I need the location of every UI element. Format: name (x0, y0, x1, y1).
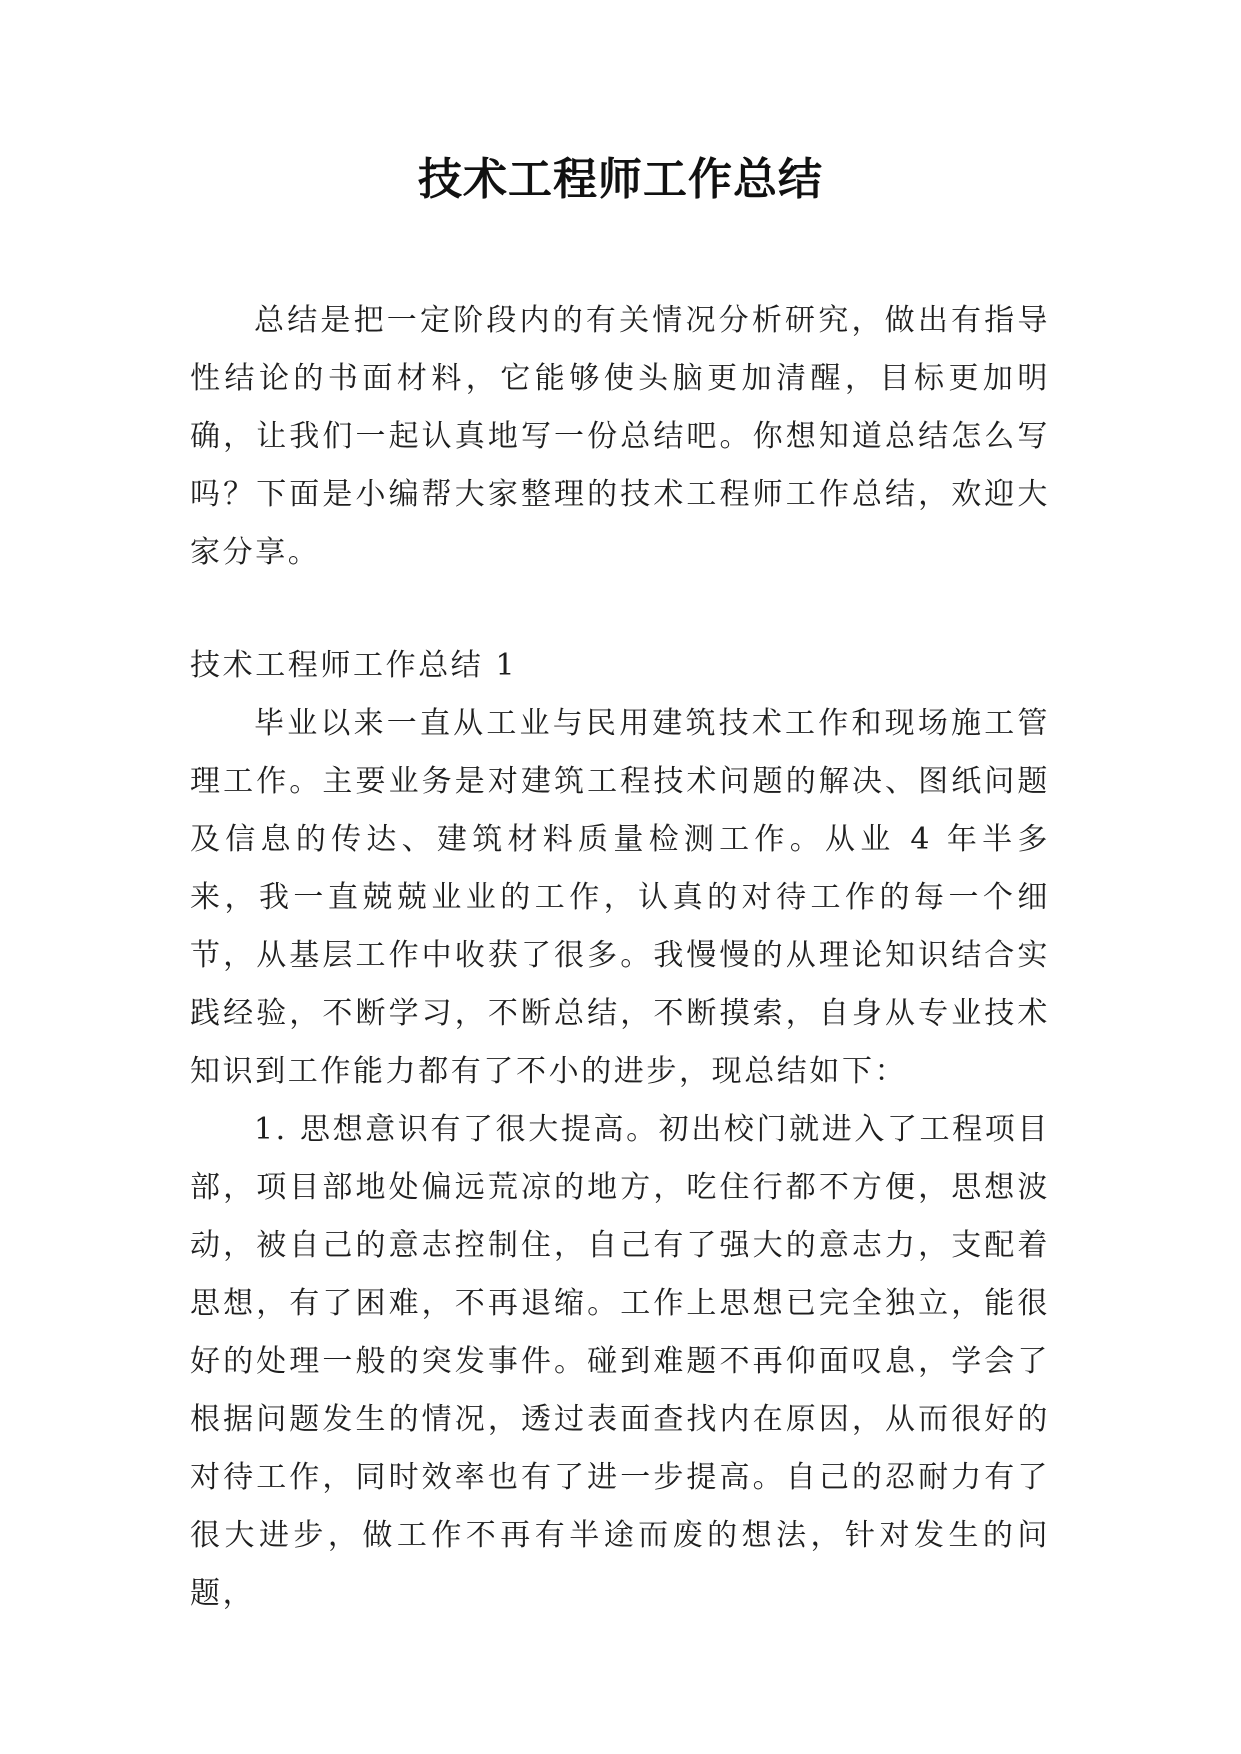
intro-block (190, 292, 1050, 582)
section-heading: 技术工程师工作总结 1 (190, 648, 518, 683)
intro-paragraph: 总结是把一定阶段内的有关情况分析研究，做出有指导性结论的书面材料，它能够使头脑更加清醒，目标更加明确，让我们一起认真地写一份总结吧。你想知道总结怎么写吗？下面是小编帮大家整理的技术工程师工作总结，欢迎大家分享。 (190, 303, 1050, 570)
page-title: 技术工程师工作总结 (418, 154, 823, 205)
section-body (190, 695, 1050, 1623)
body-paragraph-1: 毕业以来一直从工业与民用建筑技术工作和现场施工管理工作。主要业务是对建筑工程技术问题的解决、图纸问题及信息的传达、建筑材料质量检测工作。从业 4 年半多来，我一直兢兢业业的工作，认真的对待工作的每一个细节，从基层工作中收获了很多。我慢慢的从理论知识结合实践经验，不断学习，不断总结，不断摸索，自身从专业技术知识到工作能力都有了不小的进步，现总结如下： (190, 706, 1050, 1089)
body-paragraph-2: 1. 思想意识有了很大提高。初出校门就进入了工程项目部，项目部地处偏远荒凉的地方，吃住行都不方便，思想波动，被自己的意志控制住，自己有了强大的意志力，支配着思想，有了困难，不再退缩。工作上思想已完全独立，能很好的处理一般的突发事件。碰到难题不再仰面叹息，学会了根据问题发生的情况，透过表面查找内在原因，从而很好的对待工作，同时效率也有了进一步提高。自己的忍耐力有了很大进步，做工作不再有半途而废的想法，针对发生的问题， (190, 1112, 1050, 1611)
